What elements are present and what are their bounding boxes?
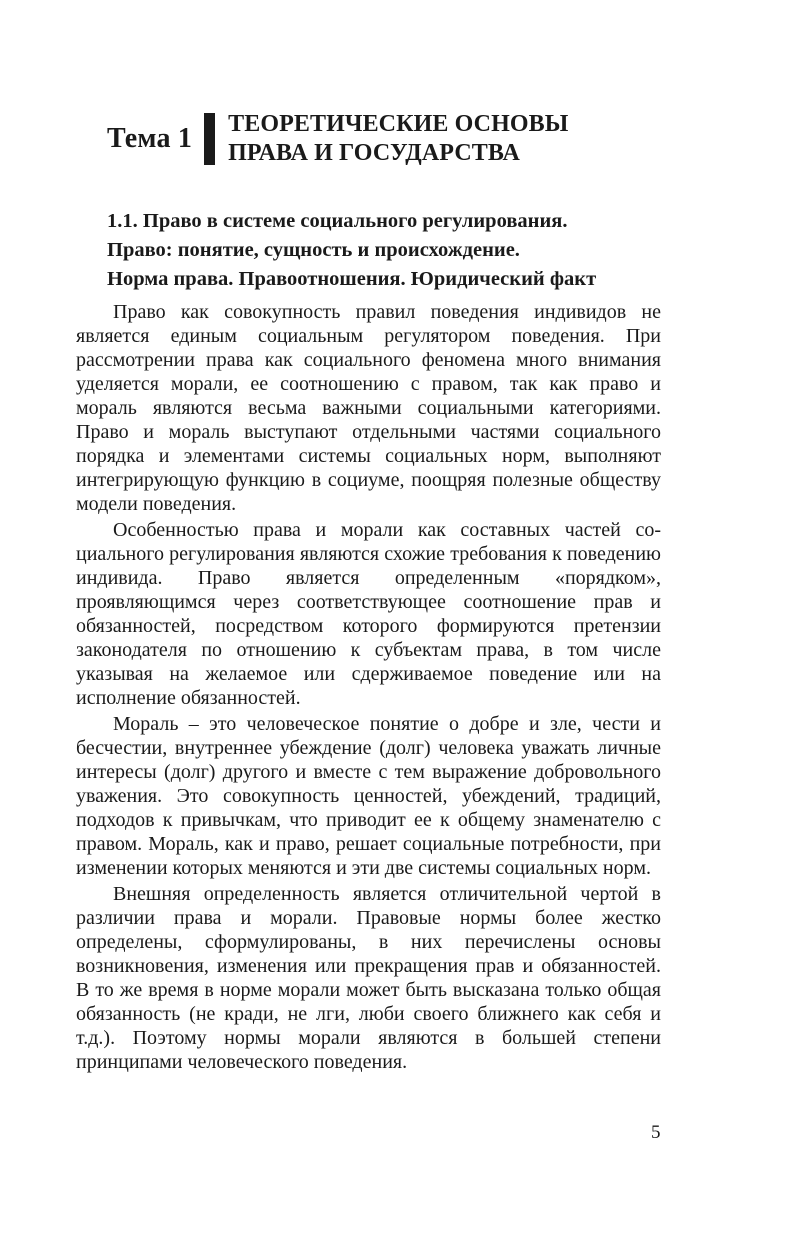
chapter-label: Тема 1 bbox=[107, 123, 193, 154]
body-text bbox=[76, 300, 661, 1076]
section-heading-line: Норма права. Правоотношения. Юридический факт bbox=[107, 268, 597, 290]
chapter-heading bbox=[107, 110, 568, 168]
chapter-title bbox=[228, 110, 568, 168]
chapter-divider-bar bbox=[204, 113, 215, 165]
chapter-title-line: ПРАВА И ГОСУДАРСТВА bbox=[228, 140, 520, 166]
paragraph: Особенностью права и морали как составных частей социального регулирования являются схожие требования к поведению индивида. Право является определенным «порядком», проявляющимся через соответствующее соотношение прав и обязанностей, посредством которого формируются претензии законодателя по отношению к субъектам права, в том числе указывая на желаемое или сдерживаемое поведение или на исполнение обязанностей. bbox=[76, 519, 661, 709]
chapter-title-line: ТЕОРЕТИЧЕСКИЕ ОСНОВЫ bbox=[228, 111, 569, 137]
paragraph: Мораль – это человеческое понятие о добре и зле, чести и бесчестии, внутреннее убеждение (долг) человека уважать личные интересы (долг) другого и вместе с тем выражение добровольного уважения. Это совокупность ценностей, убеждений, традиций, подходов к привычкам, что приводит ее к общему знаменателю с правом. Мораль, как и право, решает социальные потребности, при изменении которых меняются и эти две системы социальных норм. bbox=[76, 713, 661, 879]
paragraph: Внешняя определенность является отличительной чертой в различии права и морали. Правовые нормы более жестко определены, сформулированы, в них перечислены основы возникновения, изменения или прекращения прав и обязанностей. В то же время в норме морали может быть высказана только общая обязанность (не кради, не лги, люби своего ближнего как себя и т.д.). Поэтому нормы морали являются в большей степени принципами человеческого поведения. bbox=[76, 883, 661, 1073]
section-heading-line: 1.1. Право в системе социального регулирования. bbox=[107, 210, 568, 232]
page-number: 5 bbox=[651, 1122, 661, 1143]
section-heading bbox=[107, 207, 667, 294]
section-heading-line: Право: понятие, сущность и происхождение. bbox=[107, 239, 520, 261]
paragraph: Право как совокупность правил поведения индивидов не является единым социальным регулятором поведения. При рассмотрении права как социального феномена много внимания уделяется морали, ее соотношению с правом, так как право и мораль являются весьма важными социальными категориями. Право и мораль выступают отдельными частями социального порядка и элементами системы социальных норм, выполняют интегрирующую функцию в социуме, поощряя полезные обществу модели поведения. bbox=[76, 301, 661, 515]
